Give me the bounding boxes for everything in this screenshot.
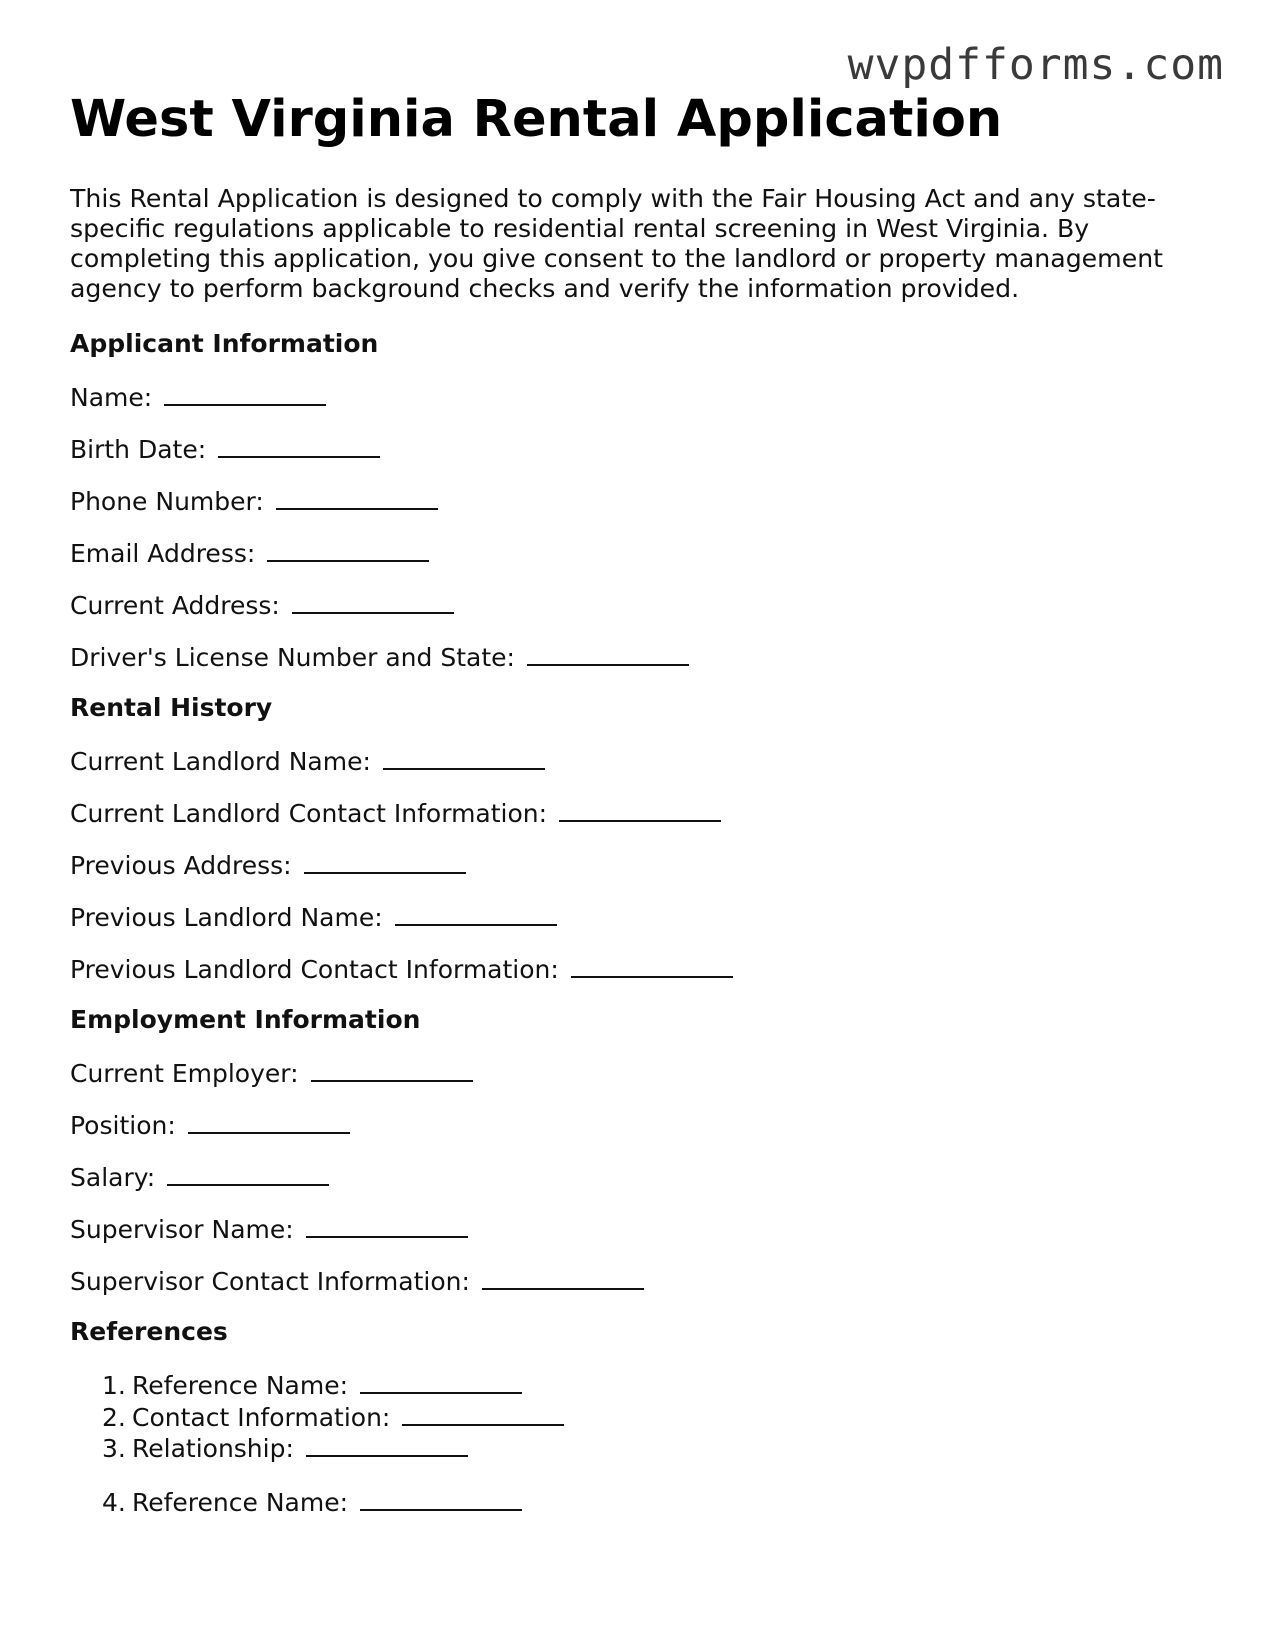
supervisor-name-input[interactable] [306, 1213, 468, 1238]
reference-item [70, 1401, 1220, 1433]
field-label: Reference Name: [132, 1487, 349, 1517]
field-label: Email Address: [70, 539, 256, 568]
current-landlord-contact-field [70, 797, 1220, 827]
list-number: 3. [102, 1434, 126, 1463]
contact-information-input[interactable] [402, 1401, 564, 1426]
field-label: Name: [70, 383, 153, 412]
position-input[interactable] [188, 1109, 350, 1134]
section-applicant-heading: Applicant Information [70, 329, 379, 358]
field-label: Previous Address: [70, 851, 292, 880]
reference-name-input[interactable] [360, 1486, 522, 1511]
field-label: Position: [70, 1111, 176, 1140]
email-address-field [70, 537, 1220, 567]
salary-input[interactable] [167, 1161, 329, 1186]
current-employer-input[interactable] [311, 1057, 473, 1082]
list-number: 4. [102, 1487, 126, 1517]
position-field [70, 1109, 1220, 1139]
birth-date-input[interactable] [218, 433, 380, 458]
current-landlord-name-input[interactable] [383, 745, 545, 770]
field-label: Current Landlord Contact Information: [70, 799, 548, 828]
field-label: Relationship: [132, 1434, 294, 1463]
previous-landlord-contact-input[interactable] [571, 953, 733, 978]
field-label: Driver's License Number and State: [70, 643, 515, 672]
field-label: Current Landlord Name: [70, 747, 371, 776]
drivers-license-input[interactable] [527, 641, 689, 666]
previous-address-field [70, 849, 1220, 879]
site-watermark: wvpdfforms.com [847, 40, 1224, 90]
name-field [70, 381, 1220, 411]
page-title: West Virginia Rental Application [70, 90, 1003, 149]
reference-item [70, 1369, 1220, 1401]
field-label: Reference Name: [132, 1371, 349, 1400]
field-label: Phone Number: [70, 487, 264, 516]
section-rental-heading: Rental History [70, 693, 273, 722]
field-label: Previous Landlord Contact Information: [70, 955, 559, 984]
current-address-input[interactable] [292, 589, 454, 614]
reference-name-input[interactable] [360, 1369, 522, 1394]
section-employment-heading: Employment Information [70, 1005, 421, 1034]
reference-item [70, 1432, 1220, 1464]
current-employer-field [70, 1057, 1220, 1087]
section-references-heading: References [70, 1317, 228, 1346]
supervisor-contact-field [70, 1265, 1220, 1295]
birth-date-field [70, 433, 1220, 463]
salary-field [70, 1161, 1220, 1191]
current-address-field [70, 589, 1220, 619]
form-page [70, 84, 1220, 1517]
field-label: Previous Landlord Name: [70, 903, 383, 932]
previous-landlord-name-field [70, 901, 1220, 931]
field-label: Current Address: [70, 591, 280, 620]
intro-paragraph: This Rental Application is designed to comply with the Fair Housing Act and any state-specific regulations applicable to residential rental screening in West Virginia. By completing this application, you give consent to the landlord or property management agency to perform background checks and verify the information provided. [70, 184, 1164, 303]
list-number: 1. [102, 1371, 126, 1400]
name-input[interactable] [164, 381, 326, 406]
field-label: Supervisor Contact Information: [70, 1267, 470, 1296]
reference-item [70, 1486, 1220, 1518]
field-label: Current Employer: [70, 1059, 299, 1088]
references-list [70, 1369, 1220, 1517]
field-label: Supervisor Name: [70, 1215, 294, 1244]
phone-number-field [70, 485, 1220, 515]
drivers-license-field [70, 641, 1220, 671]
previous-landlord-name-input[interactable] [395, 901, 557, 926]
previous-address-input[interactable] [304, 849, 466, 874]
relationship-input[interactable] [306, 1432, 468, 1457]
field-label: Contact Information: [132, 1402, 391, 1432]
current-landlord-name-field [70, 745, 1220, 775]
supervisor-name-field [70, 1213, 1220, 1243]
phone-number-input[interactable] [276, 485, 438, 510]
list-number: 2. [102, 1402, 126, 1432]
previous-landlord-contact-field [70, 953, 1220, 983]
supervisor-contact-input[interactable] [482, 1265, 644, 1290]
current-landlord-contact-input[interactable] [559, 797, 721, 822]
field-label: Salary: [70, 1163, 156, 1192]
field-label: Birth Date: [70, 435, 207, 464]
email-address-input[interactable] [267, 537, 429, 562]
